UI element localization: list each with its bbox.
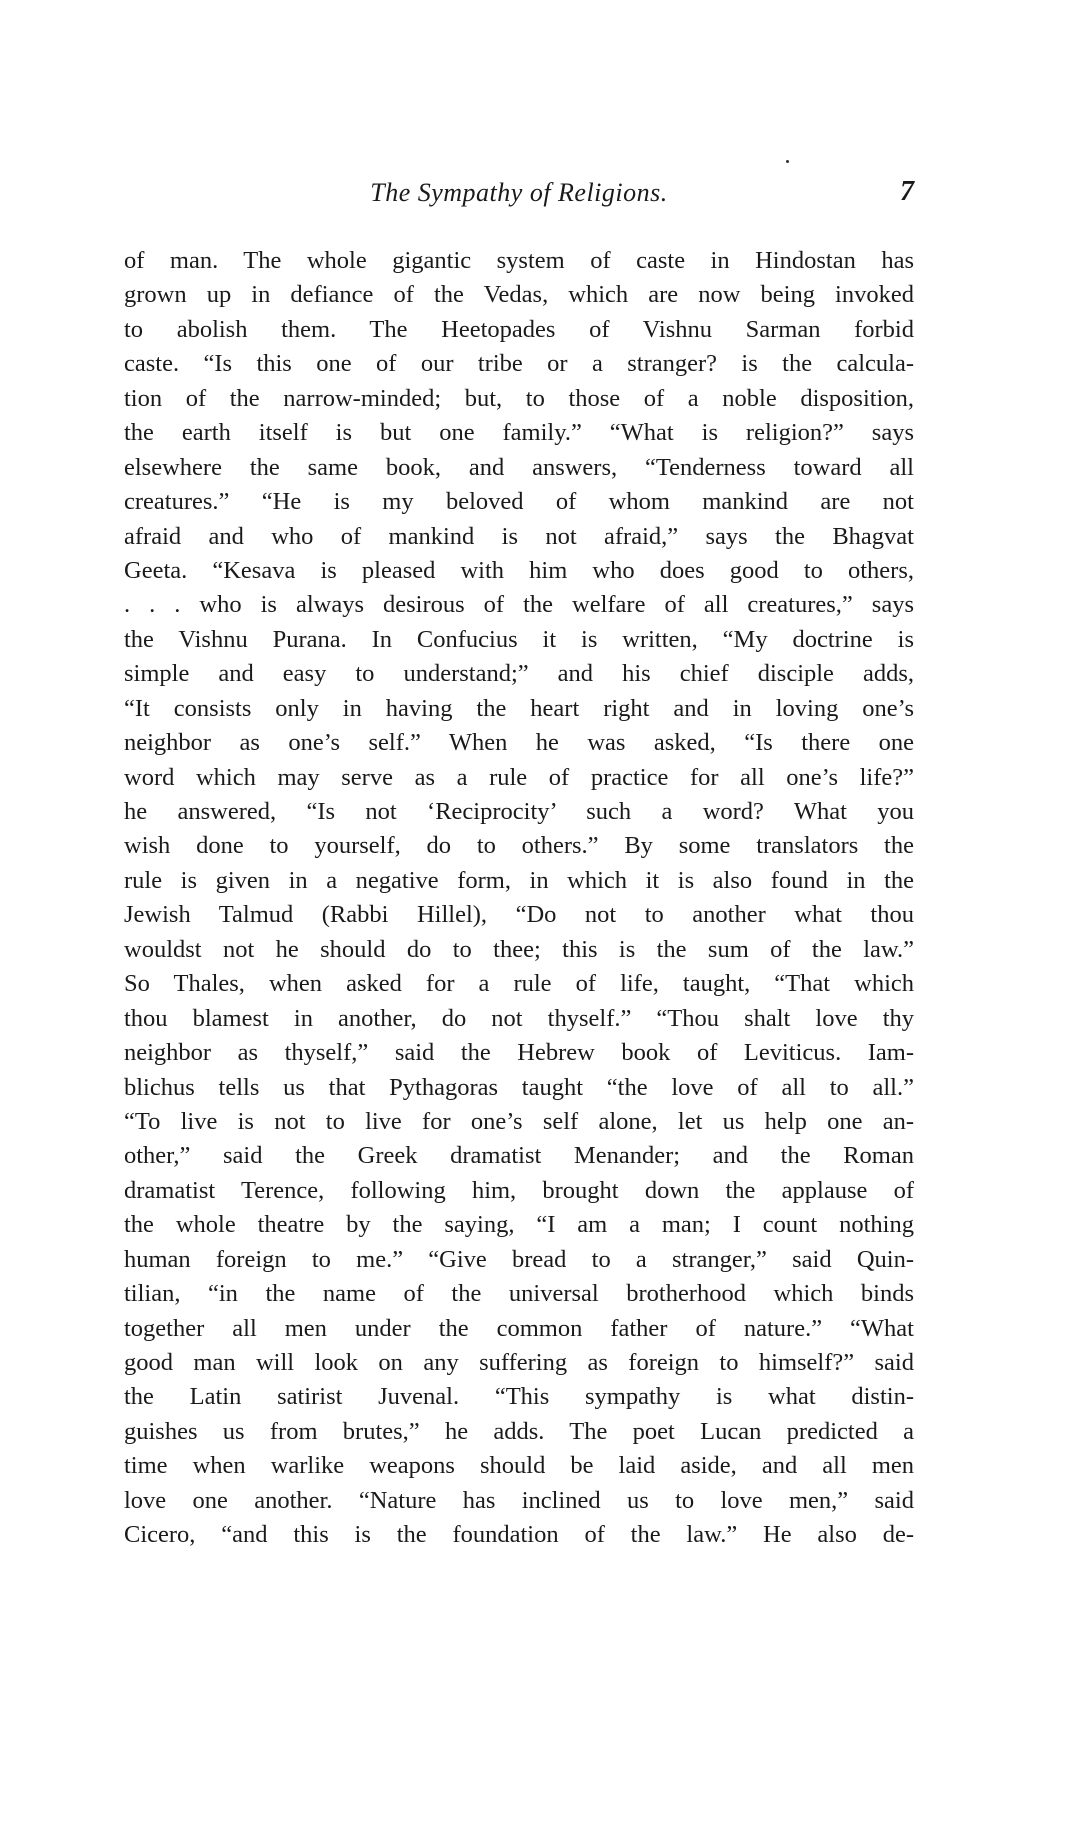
text-line: tilian, “in the name of the universal brotherhood which binds (124, 1280, 914, 1308)
text-line: time when warlike weapons should be laid aside, and all men (124, 1452, 914, 1480)
text-line: Cicero, “and this is the foundation of the law.” He also de- (124, 1521, 914, 1549)
text-line: the Vishnu Purana. In Confucius it is written, “My doctrine is (124, 625, 914, 653)
text-line: the Latin satirist Juvenal. “This sympathy is what distin- (124, 1383, 914, 1411)
text-line: blichus tells us that Pythagoras taught “the love of all to all.” (124, 1073, 914, 1101)
text-line: dramatist Terence, following him, brought down the applause of (124, 1176, 914, 1204)
text-line: caste. “Is this one of our tribe or a stranger? is the calcula- (124, 350, 914, 378)
text-line: elsewhere the same book, and answers, “Tenderness toward all (124, 453, 914, 481)
text-line: grown up in defiance of the Vedas, which are now being invoked (124, 281, 914, 309)
text-line: wouldst not he should do to thee; this is the sum of the law.” (124, 935, 914, 963)
ink-speck (786, 160, 789, 163)
page-number: 7 (900, 176, 914, 207)
text-line: Jewish Talmud (Rabbi Hillel), “Do not to another what thou (124, 901, 914, 929)
text-line: thou blamest in another, do not thyself.” “Thou shalt love thy (124, 1004, 914, 1032)
text-line: creatures.” “He is my beloved of whom mankind are not (124, 488, 914, 516)
text-line: “It consists only in having the heart right and in loving one’s (124, 694, 914, 722)
text-line: neighbor as thyself,” said the Hebrew book of Leviticus. Iam- (124, 1039, 914, 1067)
text-line: So Thales, when asked for a rule of life, taught, “That which (124, 970, 914, 998)
text-line: wish done to yourself, do to others.” By some translators the (124, 832, 914, 860)
body-text (124, 244, 914, 1553)
text-line: afraid and who of mankind is not afraid,” says the Bhagvat (124, 522, 914, 550)
text-line: good man will look on any suffering as foreign to himself?” said (124, 1349, 914, 1376)
text-line: of man. The whole gigantic system of caste in Hindostan has (124, 247, 914, 274)
text-line: neighbor as one’s self.” When he was asked, “Is there one (124, 729, 914, 757)
text-line: tion of the narrow-minded; but, to those of a noble disposition, (124, 384, 914, 412)
text-line: to abolish them. The Heetopades of Vishnu Sarman forbid (124, 315, 914, 343)
text-line: simple and easy to understand;” and his chief disciple adds, (124, 660, 914, 688)
text-line: Geeta. “Kesava is pleased with him who does good to others, (124, 556, 914, 584)
text-line: love one another. “Nature has inclined us to love men,” said (124, 1486, 914, 1514)
text-line: guishes us from brutes,” he adds. The poet Lucan predicted a (124, 1417, 914, 1445)
text-line: “To live is not to live for one’s self alone, let us help one an- (124, 1107, 914, 1135)
text-line: the whole theatre by the saying, “I am a man; I count nothing (124, 1211, 914, 1239)
text-line: he answered, “Is not ‘Reciprocity’ such a word? What you (124, 798, 914, 825)
text-line: rule is given in a negative form, in which it is also found in the (124, 866, 914, 894)
text-line: . . . who is always desirous of the welfare of all creatures,” says (124, 591, 914, 619)
text-line: word which may serve as a rule of practice for all one’s life?” (124, 763, 914, 791)
text-line: other,” said the Greek dramatist Menander; and the Roman (124, 1142, 914, 1170)
text-line: together all men under the common father of nature.” “What (124, 1314, 914, 1342)
running-title: The Sympathy of Religions. (370, 178, 668, 207)
text-line: human foreign to me.” “Give bread to a stranger,” said Quin- (124, 1245, 914, 1273)
text-line: the earth itself is but one family.” “What is religion?” says (124, 419, 914, 447)
page-header (124, 178, 914, 218)
